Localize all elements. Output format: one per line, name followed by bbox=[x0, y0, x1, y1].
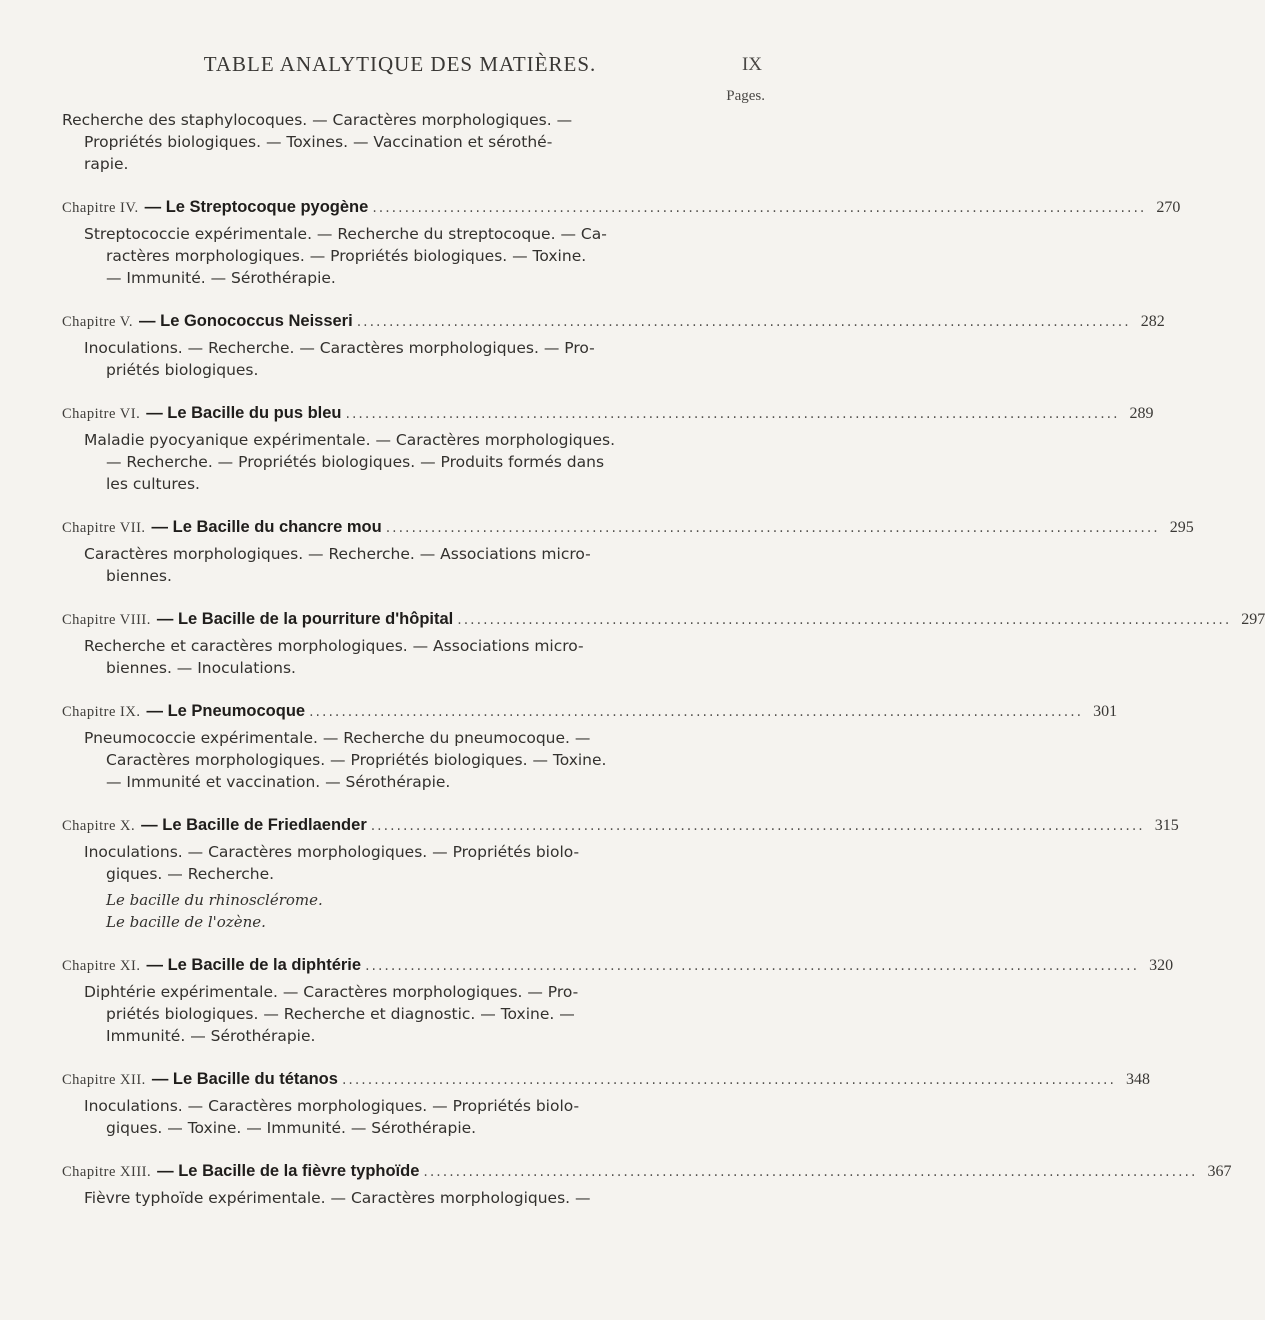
chapter-title: — Le Bacille du chancre mou bbox=[151, 518, 382, 536]
description-line: biennes. bbox=[106, 567, 172, 585]
chapter-number: Chapitre IV. bbox=[62, 200, 139, 216]
chapter-description bbox=[84, 543, 762, 587]
description-line: — Immunité et vaccination. — Sérothérapie. bbox=[106, 773, 451, 791]
chapter-entry bbox=[62, 1068, 1150, 1139]
chapter-title: — Le Bacille de la diphtérie bbox=[146, 956, 362, 974]
intro-line: Recherche des staphylocoques. — Caractères morphologiques. — bbox=[62, 111, 573, 129]
chapter-page-number: 348 bbox=[1125, 1071, 1150, 1088]
chapter-entry bbox=[62, 310, 1165, 381]
chapter-heading bbox=[62, 814, 1179, 838]
chapter-heading bbox=[62, 402, 1154, 426]
description-line: Immunité. — Sérothérapie. bbox=[106, 1027, 316, 1045]
description-line: Fièvre typhoïde expérimentale. — Caractères morphologiques. — bbox=[84, 1189, 591, 1207]
chapter-title: — Le Bacille du tétanos bbox=[151, 1070, 338, 1088]
chapter-heading bbox=[62, 608, 1265, 632]
chapter-title: — Le Gonococcus Neisseri bbox=[139, 312, 353, 330]
chapter-description bbox=[84, 429, 762, 495]
chapter-heading bbox=[62, 1068, 1150, 1092]
chapter-number: Chapitre VII. bbox=[62, 520, 146, 536]
description-line: les cultures. bbox=[106, 475, 200, 493]
chapter-number: Chapitre XIII. bbox=[62, 1164, 152, 1180]
dot-leader: ........................................................................................................................ bbox=[457, 612, 1232, 628]
chapter-heading bbox=[62, 196, 1181, 220]
description-line: priétés biologiques. — Recherche et diagnostic. — Toxine. — bbox=[106, 1005, 575, 1023]
description-line: giques. — Toxine. — Immunité. — Sérothérapie. bbox=[106, 1119, 477, 1137]
chapter-heading bbox=[62, 1160, 1232, 1184]
description-line: Inoculations. — Caractères morphologiques. — Propriétés biolo- bbox=[84, 1097, 580, 1115]
chapter-heading bbox=[62, 310, 1165, 334]
chapter-entry bbox=[62, 700, 1118, 793]
chapter-heading bbox=[62, 516, 1194, 540]
description-line: Diphtérie expérimentale. — Caractères morphologiques. — Pro- bbox=[84, 983, 579, 1001]
description-line: Inoculations. — Caractères morphologiques. — Propriétés biolo- bbox=[84, 843, 580, 861]
chapter-title: — Le Bacille du pus bleu bbox=[146, 404, 342, 422]
chapter-number: Chapitre XII. bbox=[62, 1072, 146, 1088]
chapter-title: — Le Bacille de la fièvre typhoïde bbox=[157, 1162, 420, 1180]
italic-subentries bbox=[106, 889, 762, 933]
description-line: — Recherche. — Propriétés biologiques. — Produits formés dans bbox=[106, 453, 605, 471]
running-title: TABLE ANALYTIQUE DES MATIÈRES. bbox=[203, 52, 597, 76]
chapter-page-number: 301 bbox=[1093, 703, 1118, 720]
chapter-title: — Le Bacille de la pourriture d'hôpital bbox=[156, 610, 454, 628]
dot-leader: ........................................................................................................................ bbox=[423, 1164, 1198, 1180]
chapter-description bbox=[84, 1187, 762, 1209]
description-line: Recherche et caractères morphologiques. — Associations micro- bbox=[84, 637, 584, 655]
description-line: — Immunité. — Sérothérapie. bbox=[106, 269, 336, 287]
table-of-contents bbox=[62, 106, 1265, 1209]
description-line: giques. — Recherche. bbox=[106, 865, 275, 883]
chapter-number: Chapitre VIII. bbox=[62, 612, 151, 628]
description-line: priétés biologiques. bbox=[106, 361, 259, 379]
dot-leader: ........................................................................................................................ bbox=[309, 704, 1084, 720]
dot-leader: ........................................................................................................................ bbox=[341, 1072, 1116, 1088]
chapter-page-number: 270 bbox=[1156, 199, 1181, 216]
chapter-page-number: 289 bbox=[1129, 405, 1154, 422]
dot-leader: ........................................................................................................................ bbox=[365, 958, 1140, 974]
pages-column-label: Pages. bbox=[726, 88, 765, 104]
dot-leader: ........................................................................................................................ bbox=[372, 200, 1147, 216]
description-line: Caractères morphologiques. — Recherche. — Associations micro- bbox=[84, 545, 591, 563]
dot-leader: ........................................................................................................................ bbox=[385, 520, 1160, 536]
description-line: biennes. — Inoculations. bbox=[106, 659, 296, 677]
intro-line: rapie. bbox=[84, 155, 129, 173]
chapter-description bbox=[84, 841, 762, 885]
dot-leader: ........................................................................................................................ bbox=[356, 314, 1131, 330]
italic-subentry: Le bacille de l'ozène. bbox=[106, 913, 266, 931]
chapter-number: Chapitre VI. bbox=[62, 406, 141, 422]
dot-leader: ........................................................................................................................ bbox=[345, 406, 1120, 422]
chapter-entry bbox=[62, 608, 1265, 679]
intro-entry bbox=[62, 109, 762, 175]
chapter-page-number: 320 bbox=[1149, 957, 1174, 974]
description-line: Maladie pyocyanique expérimentale. — Caractères morphologiques. bbox=[84, 431, 616, 449]
chapter-heading bbox=[62, 954, 1174, 978]
chapter-entry bbox=[62, 814, 1179, 933]
description-line: Inoculations. — Recherche. — Caractères morphologiques. — Pro- bbox=[84, 339, 595, 357]
description-line: Pneumococcie expérimentale. — Recherche du pneumocoque. — bbox=[84, 729, 591, 747]
chapter-title: — Le Streptocoque pyogène bbox=[144, 198, 369, 216]
chapter-entry bbox=[62, 516, 1194, 587]
dot-leader: ........................................................................................................................ bbox=[370, 818, 1145, 834]
page-header bbox=[0, 52, 800, 82]
chapter-description bbox=[84, 981, 762, 1047]
description-line: Caractères morphologiques. — Propriétés biologiques. — Toxine. bbox=[106, 751, 607, 769]
chapter-entry bbox=[62, 1160, 1232, 1209]
chapter-heading bbox=[62, 700, 1118, 724]
chapter-description bbox=[84, 727, 762, 793]
chapter-title: — Le Pneumocoque bbox=[146, 702, 306, 720]
page-number: IX bbox=[741, 54, 762, 75]
chapter-description bbox=[84, 337, 762, 381]
chapter-number: Chapitre V. bbox=[62, 314, 134, 330]
chapter-description bbox=[84, 223, 762, 289]
italic-subentry: Le bacille du rhinosclérome. bbox=[106, 891, 323, 909]
chapter-page-number: 295 bbox=[1169, 519, 1194, 536]
description-line: Streptococcie expérimentale. — Recherche du streptocoque. — Ca- bbox=[84, 225, 607, 243]
chapter-number: Chapitre XI. bbox=[62, 958, 141, 974]
chapter-description bbox=[84, 1095, 762, 1139]
chapter-number: Chapitre IX. bbox=[62, 704, 141, 720]
intro-line: Propriétés biologiques. — Toxines. — Vaccination et sérothé- bbox=[84, 133, 553, 151]
chapter-page-number: 315 bbox=[1154, 817, 1179, 834]
chapter-description bbox=[84, 635, 762, 679]
chapter-entry bbox=[62, 196, 1181, 289]
chapter-page-number: 282 bbox=[1140, 313, 1165, 330]
description-line: ractères morphologiques. — Propriétés biologiques. — Toxine. bbox=[106, 247, 587, 265]
chapter-number: Chapitre X. bbox=[62, 818, 136, 834]
chapter-page-number: 367 bbox=[1207, 1163, 1232, 1180]
chapter-page-number: 297 bbox=[1241, 611, 1265, 628]
chapter-list bbox=[62, 196, 1265, 1209]
chapter-entry bbox=[62, 954, 1174, 1047]
chapter-entry bbox=[62, 402, 1154, 495]
chapter-title: — Le Bacille de Friedlaender bbox=[141, 816, 367, 834]
